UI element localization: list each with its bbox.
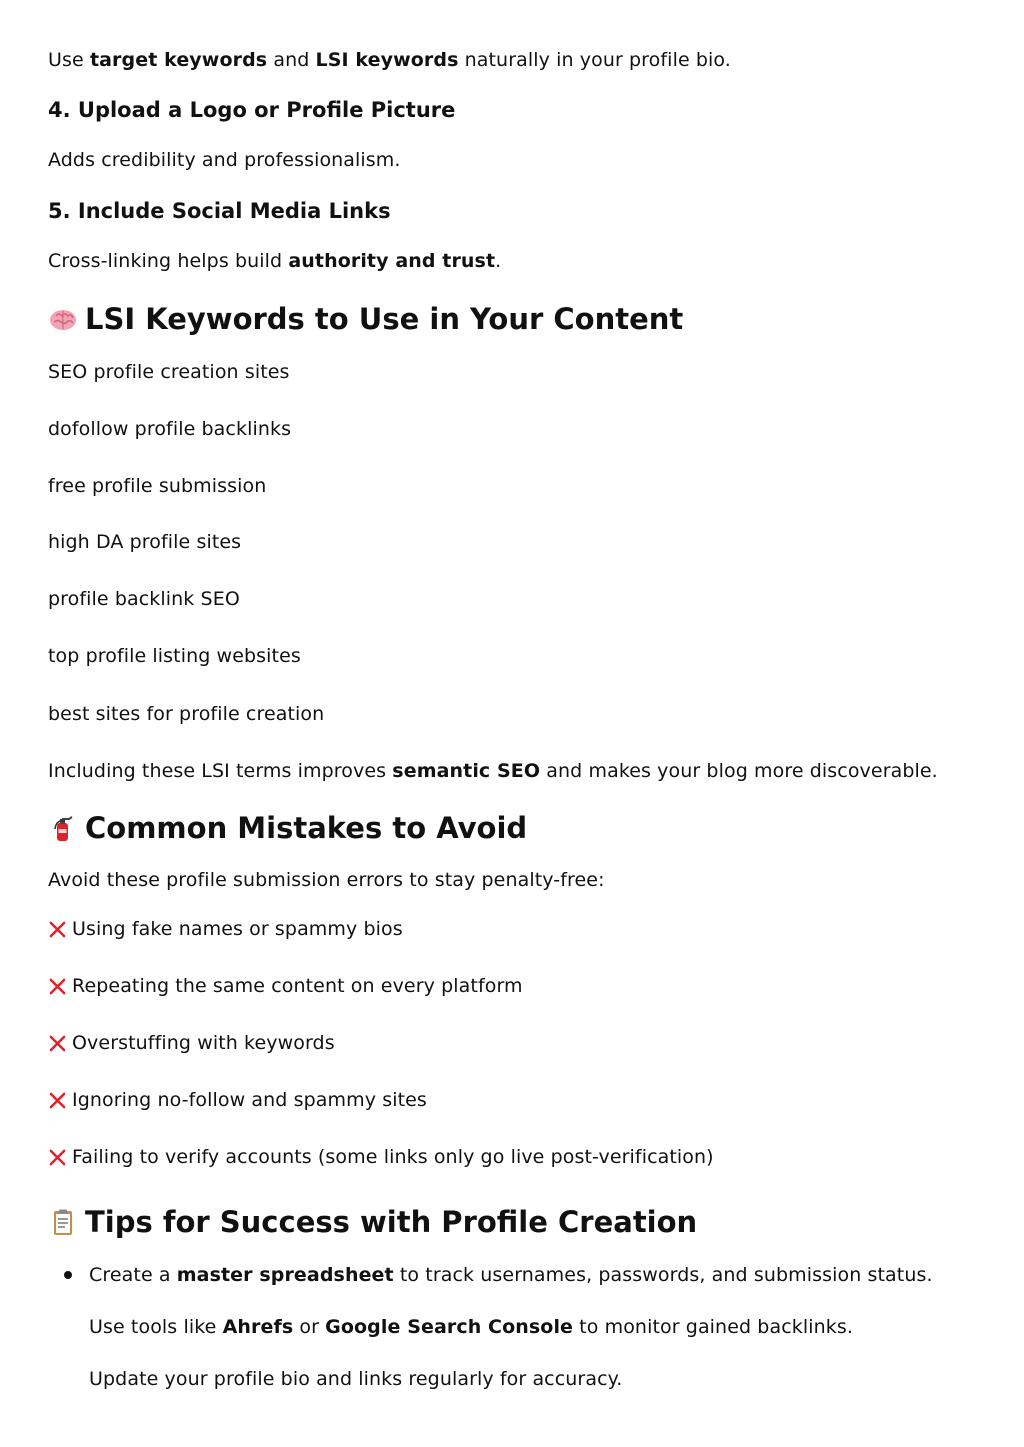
- lsi-keyword: high DA profile sites: [48, 531, 242, 553]
- mistake-item: Repeating the same content on every platform: [48, 974, 523, 998]
- cross-mark-icon: [48, 1091, 67, 1110]
- cross-mark-icon: [48, 977, 67, 996]
- lsi-keyword: top profile listing websites: [48, 645, 301, 667]
- lsi-note: Including these LSI terms improves semantic SEO and makes your blog more discoverable.: [48, 760, 938, 782]
- mistake-item: Using fake names or spammy bios: [48, 917, 403, 941]
- cross-mark-icon: [48, 1148, 67, 1167]
- tip-item: Update your profile bio and links regularly for accuracy.: [89, 1368, 623, 1390]
- tip-item: Create a master spreadsheet to track usernames, passwords, and submission status.: [89, 1264, 933, 1286]
- lsi-keyword: SEO profile creation sites: [48, 361, 290, 383]
- lsi-keyword: best sites for profile creation: [48, 703, 325, 725]
- bullet-dot: [64, 1271, 72, 1279]
- cross-mark-icon: [48, 920, 67, 939]
- mistakes-intro: Avoid these profile submission errors to stay penalty-free:: [48, 869, 605, 891]
- step5-text: Cross-linking helps build authority and trust.: [48, 250, 502, 272]
- lsi-keyword: profile backlink SEO: [48, 588, 240, 610]
- mistake-item: Failing to verify accounts (some links only go live post-verification): [48, 1145, 714, 1169]
- cross-mark-icon: [48, 1034, 67, 1053]
- tips-heading: Tips for Success with Profile Creation: [48, 1203, 697, 1241]
- fire-extinguisher-icon: [48, 813, 78, 843]
- brain-icon: [48, 304, 78, 334]
- lsi-heading: LSI Keywords to Use in Your Content: [48, 300, 683, 338]
- mistake-item: Ignoring no-follow and spammy sites: [48, 1088, 427, 1112]
- step4-heading: 4. Upload a Logo or Profile Picture: [48, 98, 456, 122]
- mistake-item: Overstuffing with keywords: [48, 1031, 335, 1055]
- clipboard-icon: [48, 1207, 78, 1237]
- step4-text: Adds credibility and professionalism.: [48, 149, 401, 171]
- lsi-keyword: dofollow profile backlinks: [48, 418, 292, 440]
- lsi-keyword: free profile submission: [48, 475, 267, 497]
- tip-item: Use tools like Ahrefs or Google Search Console to monitor gained backlinks.: [89, 1316, 853, 1338]
- mistakes-heading: Common Mistakes to Avoid: [48, 809, 527, 847]
- intro-paragraph: Use target keywords and LSI keywords naturally in your profile bio.: [48, 49, 731, 71]
- step5-heading: 5. Include Social Media Links: [48, 199, 391, 223]
